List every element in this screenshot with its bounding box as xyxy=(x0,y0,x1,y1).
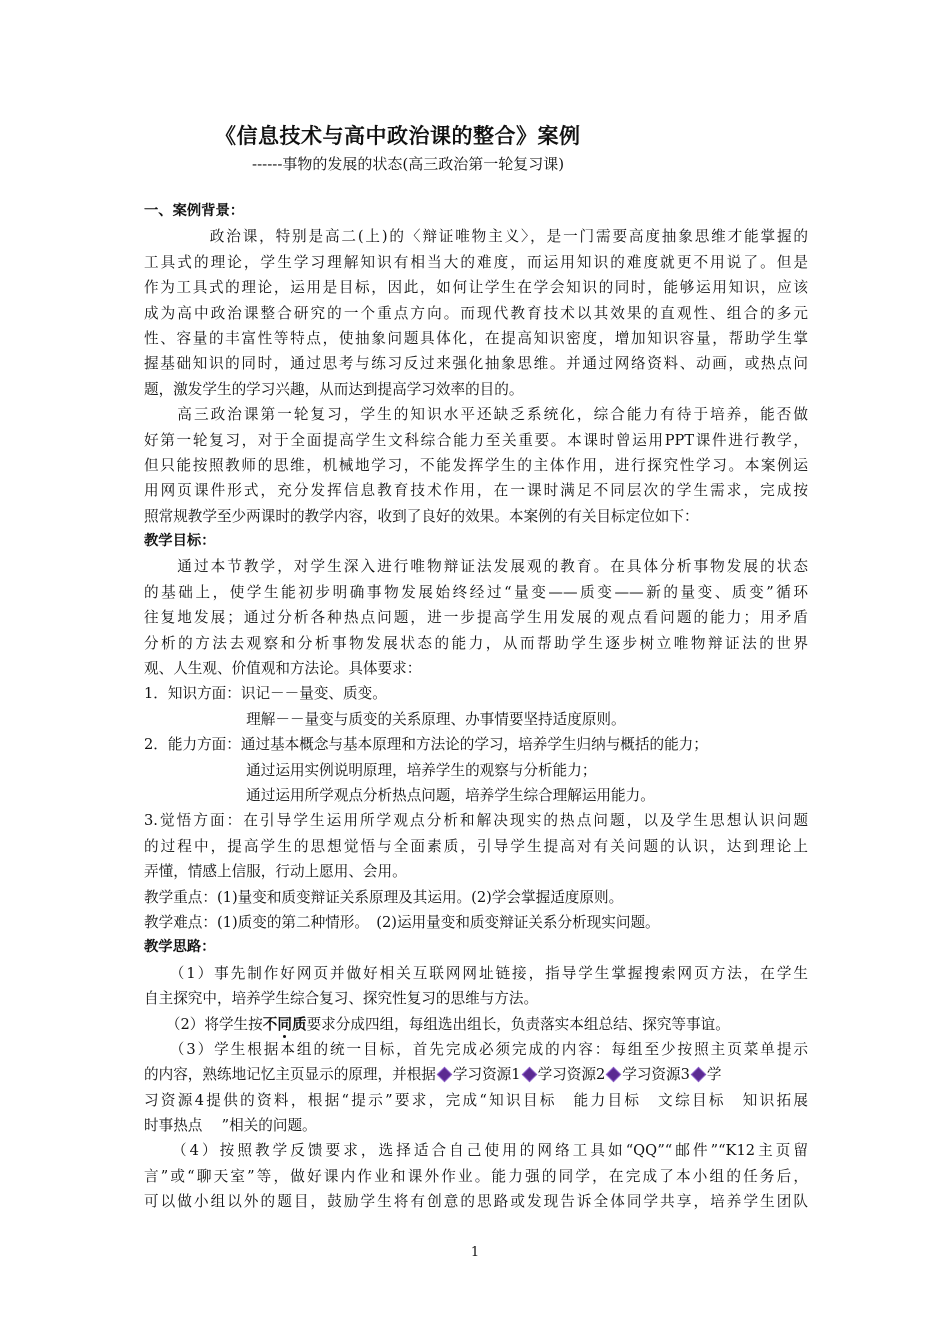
text-line: 通过运用所学观点分析热点问题，培养学生综合理解运用能力。 xyxy=(144,786,655,804)
text-line: 工具式的理论，学生学习理解知识有相当大的难度，而运用知识的难度就更不用说了。但是 xyxy=(144,253,808,271)
text-line: 教学难点：(1)质变的第二种情形。 (2)运用量变和质变辩证关系分析现实问题。 xyxy=(144,913,660,931)
section-heading: 教学思路： xyxy=(144,939,216,956)
diamond-bullet-icon xyxy=(606,1067,622,1083)
text-line-resources-3: 习资源4提供的资料，根据“提示”要求，完成“知识目标 能力目标 文综目标 知识拓展 xyxy=(144,1091,808,1109)
text-line-resources-4: 时事热点 ”相关的问题。 xyxy=(144,1117,317,1135)
page-title: 《信息技术与高中政治课的整合》案例 xyxy=(215,124,581,148)
text-line: （1）事先制作好网页并做好相关互联网网址链接，指导学生掌握搜索网页方法，在学生 xyxy=(144,964,808,982)
text-line: 用网页课件形式，充分发挥信息教育技术作用，在一课时满足不同层次的学生需求，完成按 xyxy=(144,482,808,500)
text-line: 1．知识方面：识记－－量变、质变。 xyxy=(144,685,387,703)
text-line: 弄懂，情感上信服，行动上愿用、会用。 xyxy=(144,863,407,881)
text-line: 成为高中政治课整合研究的一个重点方向。而现代教育技术以其效果的直观性、组合的多元 xyxy=(144,304,808,322)
text-line: 自主探究中，培养学生综合复习、探究性复习的思维与方法。 xyxy=(144,990,539,1008)
paragraph-block-tail xyxy=(144,1138,808,1214)
resource-link[interactable]: 学习资源3 xyxy=(622,1066,690,1084)
diamond-bullet-icon xyxy=(521,1067,537,1083)
section-heading: 教学目标： xyxy=(144,533,216,550)
text-line-grouping xyxy=(144,1012,808,1037)
emphasized-text xyxy=(263,1016,307,1033)
text-fragment: 的内容，熟练地记忆主页显示的原理，并根据 xyxy=(144,1066,436,1084)
text-line: 往复地发展；通过分析各种热点问题，进一步提高学生用发展的观点看问题的能力；用矛盾 xyxy=(144,609,808,627)
text-line: 理解－－量变与质变的关系原理、办事情要坚持适度原则。 xyxy=(144,710,626,728)
diamond-bullet-icon xyxy=(691,1067,707,1083)
text-line: 通过本节教学，对学生深入进行唯物辩证法发展观的教育。在具体分析事物发展的状态 xyxy=(144,558,808,576)
text-line: 题，激发学生的学习兴趣，从而达到提高学习效率的目的。 xyxy=(144,380,524,398)
text-fragment: （2）将学生按 xyxy=(144,1015,263,1033)
text-line: 可以做小组以外的题目，鼓励学生将有创意的思路或发现告诉全体同学共享，培养学生团队 xyxy=(144,1193,808,1211)
emphasized-char: 同 xyxy=(277,1015,292,1033)
text-line: 教学重点：(1)量变和质变辩证关系原理及其运用。(2)学会掌握适度原则。 xyxy=(144,888,624,906)
paragraph-block xyxy=(144,199,808,1012)
text-fragment: 要求分成四组，每组选出组长，负责落实本组总结、探究等事谊。 xyxy=(306,1015,730,1033)
text-line: 作为工具式的理论，运用是目标，因此，如何让学生在学会知识的同时，能够运用知识，应该 xyxy=(144,279,808,297)
text-line: 好第一轮复习，对于全面提高学生文科综合能力至关重要。本课时曾运用PPT课件进行教学， xyxy=(144,431,808,449)
text-line: 2．能力方面：通过基本概念与基本原理和方法论的学习，培养学生归纳与概括的能力； xyxy=(144,736,708,754)
emphasized-char: 不 xyxy=(262,1015,278,1033)
text-line: 性、容量的丰富性等特点，使抽象问题具体化，在提高知识密度，增加知识容量，帮助学生掌 xyxy=(144,329,808,347)
text-line: 但只能按照教师的思维，机械地学习，不能发挥学生的主体作用，进行探究性学习。本案例运 xyxy=(144,456,808,474)
page-number: 1 xyxy=(470,1245,480,1260)
resource-link[interactable]: 学习资源2 xyxy=(537,1066,606,1084)
text-fragment: 学 xyxy=(706,1066,722,1084)
diamond-bullet-icon xyxy=(437,1067,453,1083)
text-line: 政治课，特别是高二(上)的〈辩证唯物主义〉，是一门需要高度抽象思维才能掌握的 xyxy=(144,228,808,246)
text-line: 分析的方法去观察和分析事物发展状态的能力，从而帮助学生逐步树立唯物辩证法的世界 xyxy=(144,634,808,652)
text-line-resources-1: （3）学生根据本组的统一目标，首先完成必须完成的内容：每组至少按照主页菜单提示 xyxy=(144,1040,808,1058)
text-line: 的基础上，使学生能初步明确事物发展始终经过“量变——质变——新的量变、质变”循环 xyxy=(144,583,808,601)
text-line: 观、人生观、价值观和方法论。具体要求： xyxy=(144,660,422,678)
text-line: 3.觉悟方面：在引导学生运用所学观点分析和解决现实的热点问题，以及学生思想认识问题 xyxy=(144,812,808,830)
text-line: 照常规教学至少两课时的教学内容，收到了良好的效果。本案例的有关目标定位如下： xyxy=(144,507,699,525)
text-line: 的过程中，提高学生的思想觉悟与全面素质，引导学生提高对有关问题的认识，达到理论上 xyxy=(144,837,808,855)
text-line: 言”或“聊天室”等，做好课内作业和课外作业。能力强的同学，在完成了本小组的任务后， xyxy=(144,1167,808,1185)
text-line-resources-2 xyxy=(144,1062,808,1087)
text-line: 通过运用实例说明原理，培养学生的观察与分析能力； xyxy=(144,761,597,779)
document-body xyxy=(144,199,808,1215)
text-line: （4）按照教学反馈要求，选择适合自己使用的网络工具如“QQ”“邮件”“K12主页留 xyxy=(144,1142,808,1160)
text-line: 握基础知识的同时，通过思考与练习反过来强化抽象思维。并通过网络资料、动画，或热点问 xyxy=(144,355,808,373)
resource-link[interactable]: 学习资源1 xyxy=(452,1066,521,1084)
emphasized-char: 质 xyxy=(291,1015,307,1033)
text-line: 高三政治课第一轮复习，学生的知识水平还缺乏系统化，综合能力有待于培养，能否做 xyxy=(144,406,808,424)
section-heading: 一、案例背景： xyxy=(144,203,245,219)
page-subtitle: ------事物的发展的状态(高三政治第一轮复习课) xyxy=(252,155,565,173)
